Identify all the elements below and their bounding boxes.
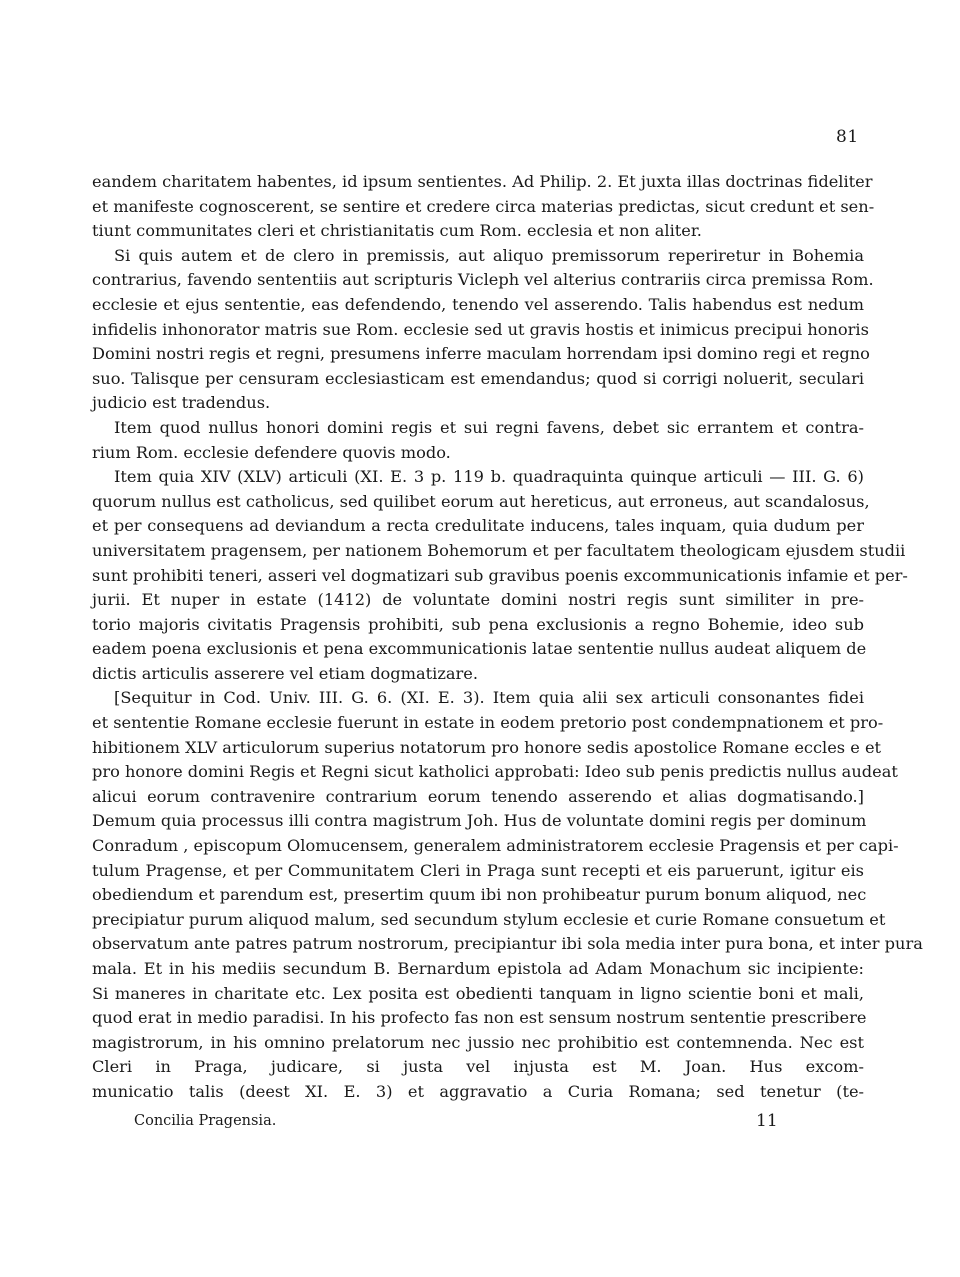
- text-line: observatum ante patres patrum nostrorum, precipiantur ibi sola media inter pura bona, et inter pura: [92, 934, 923, 954]
- page-number: 81: [836, 127, 859, 147]
- text-line: precipiatur purum aliquod malum, sed secundum stylum ecclesie et curie Romane consuetum et: [92, 909, 886, 929]
- text-line: jurii. Et nuper in estate (1412) de voluntate domini nostri regis sunt similiter in pre-: [92, 590, 864, 610]
- text-line: tulum Pragense, et per Communitatem Cleri in Praga sunt recepti et eis paruerunt, igitur eis: [92, 860, 864, 880]
- text-line: municatio talis (deest XI. E. 3) et aggravatio a Curia Romana; sed tenetur (te-: [92, 1081, 864, 1101]
- text-line: mala. Et in his mediis secundum B. Bernardum epistola ad Adam Monachum sic incipiente:: [92, 959, 864, 978]
- text-line: Item quia XIV (XLV) articuli (XI. E. 3 p. 119 b. quadraquinta quinque articuli — III. G. 6): [114, 467, 864, 487]
- footer-title: Concilia Pragensia.: [134, 1113, 277, 1129]
- text-line: et per consequens ad deviandum a recta credulitate inducens, tales inquam, quia dudum per: [92, 516, 864, 536]
- text-line: eadem poena exclusionis et pena excommunicationis latae sententie nullus audeat aliquem de: [92, 639, 867, 659]
- text-line: quorum nullus est catholicus, sed quilibet eorum aut hereticus, aut erroneus, aut scandalosus,: [92, 491, 870, 511]
- text-line: Domini nostri regis et regni, presumens inferre maculam horrendam ipsi domino regi et regno: [92, 344, 870, 364]
- text-line: judicio est tradendus.: [92, 393, 271, 413]
- text-line: suo. Talisque per censuram ecclesiasticam est emendandus; quod si corrigi noluerit, seculari: [92, 368, 864, 388]
- text-line: Demum quia processus illi contra magistrum Joh. Hus de voluntate domini regis per dominum: [92, 811, 867, 831]
- text-line: [Sequitur in Cod. Univ. III. G. 6. (XI. E. 3). Item quia alii sex articuli consonantes fidei: [114, 688, 864, 708]
- text-line: Cleri in Praga, judicare, si justa vel injusta est M. Joan. Hus excom-: [92, 1057, 864, 1077]
- text-line: universitatem pragensem, per nationem Bohemorum et per facultatem theologicam ejusdem studii: [92, 540, 906, 560]
- text-line: pro honore domini Regis et Regni sicut katholici approbati: Ideo sub penis predictis nullus audeat: [92, 762, 898, 782]
- text-line: alicui eorum contravenire contrarium eorum tenendo asserendo et alias dogmatisando.]: [92, 786, 864, 806]
- body-text: [92, 170, 923, 1105]
- text-line: obediendum et parendum est, presertim quum ibi non prohibeatur purum bonum aliquod, nec: [92, 885, 867, 905]
- text-line: tiunt communitates cleri et christianitatis cum Rom. ecclesia et non aliter.: [92, 221, 702, 241]
- text-line: et sententie Romane ecclesie fuerunt in estate in eodem pretorio post condempnationem et pro-: [92, 713, 884, 733]
- text-line: torio majoris civitatis Pragensis prohibiti, sub pena exclusionis a regno Bohemie, ideo sub: [92, 614, 864, 634]
- text-line: Item quod nullus honori domini regis et sui regni favens, debet sic errantem et contra-: [114, 417, 864, 437]
- text-line: Conradum , episcopum Olomucensem, generalem administratorem ecclesie Pragensis et per capi-: [92, 836, 899, 856]
- text-line: rium Rom. ecclesie defendere quovis modo.: [92, 442, 451, 462]
- text-line: infidelis inhonorator matris sue Rom. ecclesie sed ut gravis hostis et inimicus precipui honoris: [92, 319, 869, 339]
- text-line: Si maneres in charitate etc. Lex posita est obedienti tanquam in ligno scientie boni et mali,: [92, 983, 864, 1003]
- text-line: hibitionem XLV articulorum superius notatorum pro honore sedis apostolice Romane eccles e et: [92, 737, 882, 757]
- text-line: et manifeste cognoscerent, se sentire et credere circa materias predictas, sicut credunt et sen-: [92, 196, 875, 216]
- text-line: magistrorum, in his omnino prelatorum nec jussio nec prohibitio est contemnenda. Nec est: [92, 1032, 864, 1052]
- text-line: contrarius, favendo sententiis aut scripturis Vicleph vel alterius contrariis circa premissa Rom.: [92, 270, 874, 290]
- text-line: Si quis autem et de clero in premissis, aut aliquo premissorum reperiretur in Bohemia: [114, 245, 864, 265]
- text-line: dictis articulis asserere vel etiam dogmatizare.: [92, 663, 478, 683]
- text-line: eandem charitatem habentes, id ipsum sentientes. Ad Philip. 2. Et juxta illas doctrinas fideliter: [92, 172, 873, 191]
- text-line: quod erat in medio paradisi. In his profecto fas non est sensum nostrum sententie prescribere: [92, 1008, 867, 1028]
- text-line: sunt prohibiti teneri, asseri vel dogmatizari sub gravibus poenis excommunicationis infamie et per-: [92, 565, 908, 585]
- text-line: ecclesie et ejus sententie, eas defendendo, tenendo vel asserendo. Talis habendus est nedum: [92, 294, 864, 314]
- signature-mark: 11: [756, 1111, 778, 1131]
